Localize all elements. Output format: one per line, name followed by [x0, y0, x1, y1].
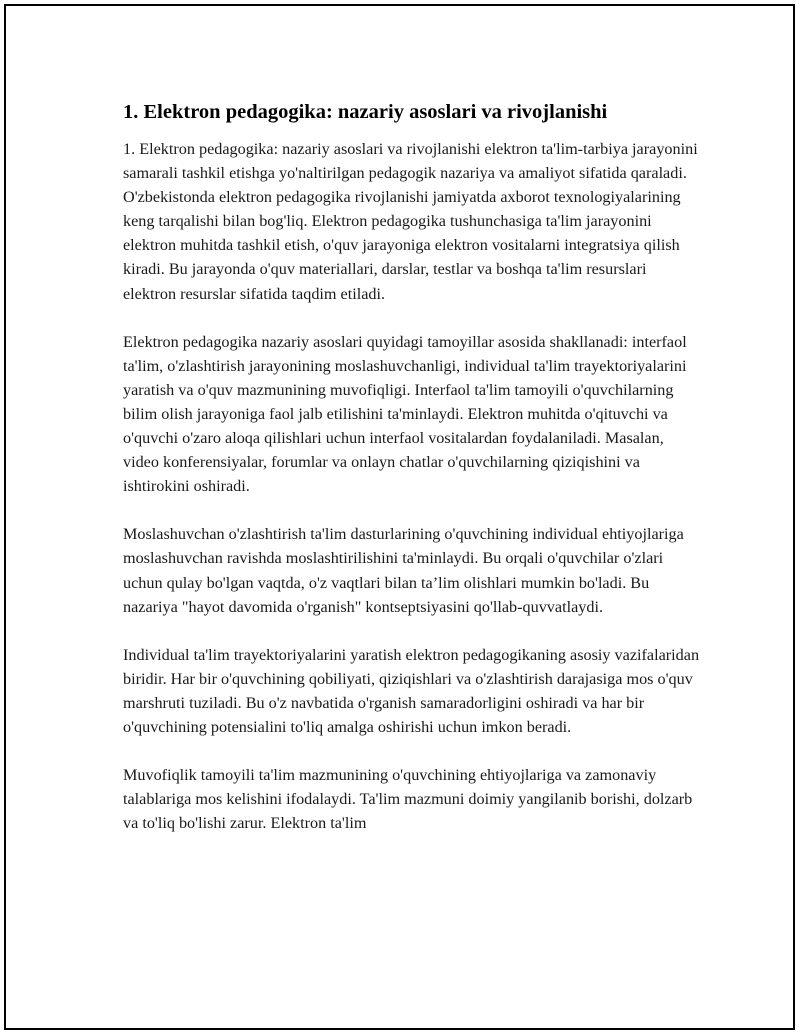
paragraph-conformity-principle: Muvofiqlik tamoyili ta'lim mazmunining o'quvchining ehtiyojlariga va zamonaviy talablariga mos kelishini ifodalaydi. Ta'lim mazmuni doimiy yangilanib borishi, dolzarb va to'liq bo'lishi zarur. Elektron ta'lim	[123, 766, 693, 833]
paragraph-principles: Elektron pedagogika nazariy asoslari quyidagi tamoyillar asosida shakllanadi: interfaol ta'lim, o'zlashtirish jarayonining moslashuvchanligi, individual ta'lim trayektoriyalarini yaratish va o'quv mazmunining muvofiqligi. Interfaol ta'lim tamoyili o'quvchilarning bilim olish jarayoniga faol jalb etilishini ta'minlaydi. Elektron muhitda o'qituvchi va o'quvchi o'zaro aloqa qilishlari uchun interfaol vositalardan foydalaniladi. Masalan, video konferensiyalar, forumlar va onlayn chatlar o'quvchilarning qiziqishini va ishtirokini oshiradi.	[123, 332, 687, 496]
paragraph-intro: 1. Elektron pedagogika: nazariy asoslari va rivojlanishi elektron ta'lim-tarbiya jarayonini samarali tashkil etishga yo'naltirilgan pedagogik nazariya va amaliyot sifatida qaraladi. O'zbekistonda elektron pedagogika rivojlanishi jamiyatda axborot texnologiyalarining keng tarqalishi bilan bog'liq. Elektron pedagogika tushunchasiga ta'lim jarayonini elektron muhitda tashkil etish, o'quv jarayoniga elektron vositalarni integratsiya qilish kiradi. Bu jarayonda o'quv materiallari, darslar, testlar va boshqa ta'lim resurslari elektron resurslar sifatida taqdim etiladi.	[123, 140, 698, 303]
document-body	[123, 98, 701, 859]
document-title: 1. Elektron pedagogika: nazariy asoslari va rivojlanishi	[123, 101, 608, 123]
paragraph-adaptive-learning: Moslashuvchan o'zlashtirish ta'lim dasturlarining o'quvchining individual ehtiyojlariga moslashuvchan ravishda moslashtirilishini ta'minlaydi. Bu orqali o'quvchilar o'zlari uchun qulay bo'lgan vaqtda, o'z vaqtlari bilan ta’lim olishlari mumkin bo'ladi. Bu nazariya "hayot davomida o'rganish" kontseptsiyasini qo'llab-quvvatlaydi.	[123, 525, 684, 616]
page-frame	[4, 4, 795, 1030]
paragraph-individual-trajectories: Individual ta'lim trayektoriyalarini yaratish elektron pedagogikaning asosiy vazifalaridan biridir. Har bir o'quvchining qobiliyati, qiziqishlari va o'zlashtirish darajasiga mos o'quv marshruti tuziladi. Bu o'z navbatida o'rganish samaradorligini oshiradi va har bir o'quvchining potensialini to'liq amalga oshirishi uchun imkon beradi.	[123, 645, 700, 736]
